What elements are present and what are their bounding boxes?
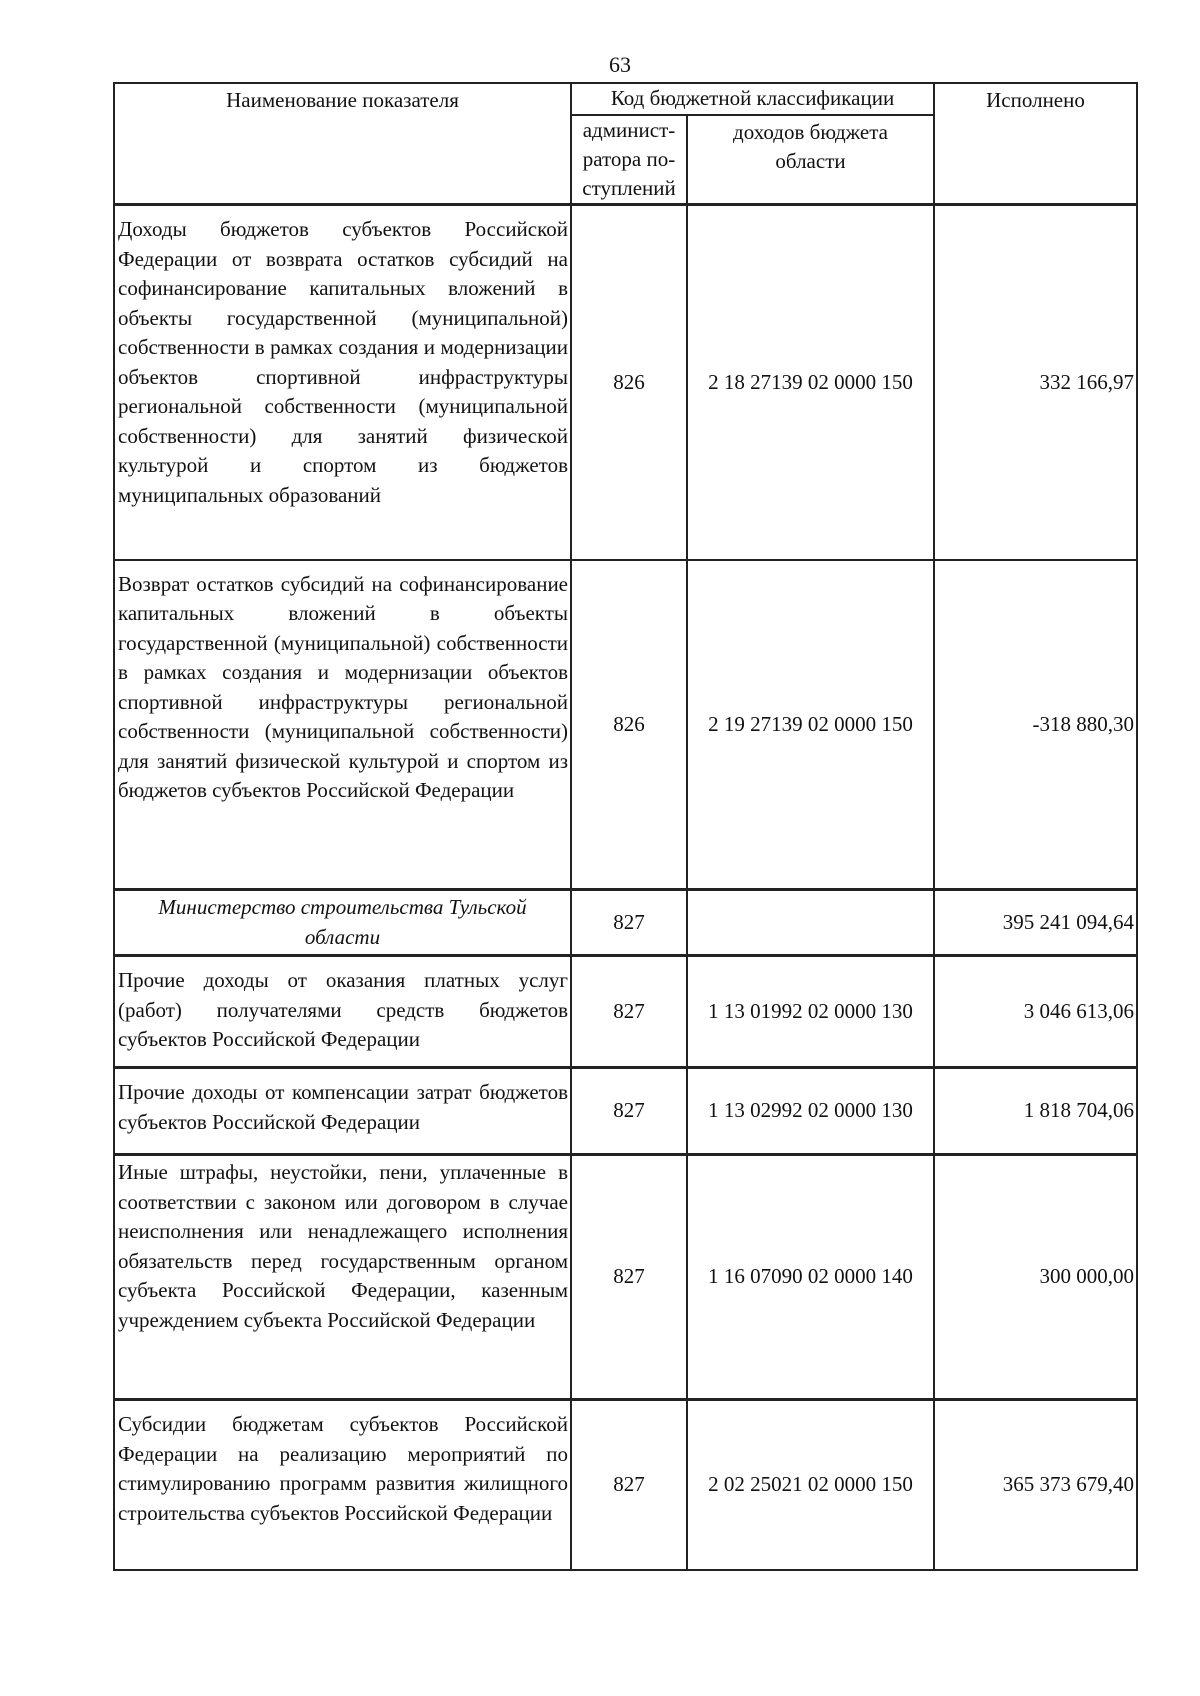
table-row <box>114 205 1137 560</box>
row-admin-code: 827 <box>571 890 687 956</box>
row-admin-code: 827 <box>571 1068 687 1155</box>
admin-col-line: админист- <box>582 117 676 142</box>
row-admin-code: 826 <box>571 205 687 560</box>
row-name: Прочие доходы от компенсации затрат бюджетов субъектов Российской Федерации <box>114 1068 571 1155</box>
row-amount: -318 880,30 <box>934 560 1137 890</box>
row-admin-code: 826 <box>571 560 687 890</box>
row-budget-code: 1 16 07090 02 0000 140 <box>687 1155 934 1400</box>
income-col-line: доходов бюджета <box>733 119 888 144</box>
row-name: Субсидии бюджетам субъектов Российской Федерации на реализацию мероприятий по стимулированию программ развития жилищного строительства субъектов Российской Федерации <box>114 1400 571 1570</box>
row-name: Иные штрафы, неустойки, пени, уплаченные в соответствии с законом или договором в случае неисполнения или ненадлежащего исполнения обязательств перед государственным органом субъекта Российской Федерации, казенным учреждением субъекта Российской Федерации <box>114 1155 571 1400</box>
row-budget-code <box>687 890 934 956</box>
row-budget-code: 1 13 02992 02 0000 130 <box>687 1068 934 1155</box>
admin-col-line: ратора по- <box>582 146 676 171</box>
row-amount: 365 373 679,40 <box>934 1400 1137 1570</box>
page-number: 63 <box>609 52 631 77</box>
table-row <box>114 1068 1137 1155</box>
row-budget-code: 1 13 01992 02 0000 130 <box>687 956 934 1068</box>
row-budget-code: 2 02 25021 02 0000 150 <box>687 1400 934 1570</box>
row-name: Возврат остатков субсидий на софинансирование капитальных вложений в объекты государственной (муниципальной) собственности в рамках создания и модернизации объектов спортивной инфраструктуры региональной собственности (муниципальной собственности) для занятий физической культурой и спортом из бюджетов субъектов Российской Федерации <box>114 560 571 890</box>
table-row <box>114 560 1137 890</box>
budget-table <box>113 82 1138 1571</box>
income-col-line: области <box>775 148 846 173</box>
table-row <box>114 1400 1137 1570</box>
row-admin-code: 827 <box>571 1400 687 1570</box>
row-amount: 395 241 094,64 <box>934 890 1137 956</box>
table-row <box>114 956 1137 1068</box>
row-name: Министерство строительства Тульской области <box>114 890 571 956</box>
row-amount: 3 046 613,06 <box>934 956 1137 1068</box>
row-name: Доходы бюджетов субъектов Российской Федерации от возврата остатков субсидий на софинансирование капитальных вложений в объекты государственной (муниципальной) собственности в рамках создания и модернизации объектов спортивной инфраструктуры региональной собственности (муниципальной собственности) для занятий физической культурой и спортом из бюджетов муниципальных образований <box>114 205 571 560</box>
table-row <box>114 890 1137 956</box>
row-amount: 1 818 704,06 <box>934 1068 1137 1155</box>
table-row <box>114 1155 1137 1400</box>
header-income-column <box>687 115 934 205</box>
header-admin-column <box>571 115 687 205</box>
row-admin-code: 827 <box>571 956 687 1068</box>
admin-col-line: ступлений <box>582 175 676 200</box>
header-name-column: Наименование показателя <box>114 83 571 205</box>
row-budget-code: 2 18 27139 02 0000 150 <box>687 205 934 560</box>
header-executed-column: Исполнено <box>934 83 1137 205</box>
header-code-group: Код бюджетной классификации <box>571 83 934 115</box>
row-budget-code: 2 19 27139 02 0000 150 <box>687 560 934 890</box>
row-amount: 332 166,97 <box>934 205 1137 560</box>
row-admin-code: 827 <box>571 1155 687 1400</box>
row-amount: 300 000,00 <box>934 1155 1137 1400</box>
row-name: Прочие доходы от оказания платных услуг (работ) получателями средств бюджетов субъектов Российской Федерации <box>114 956 571 1068</box>
